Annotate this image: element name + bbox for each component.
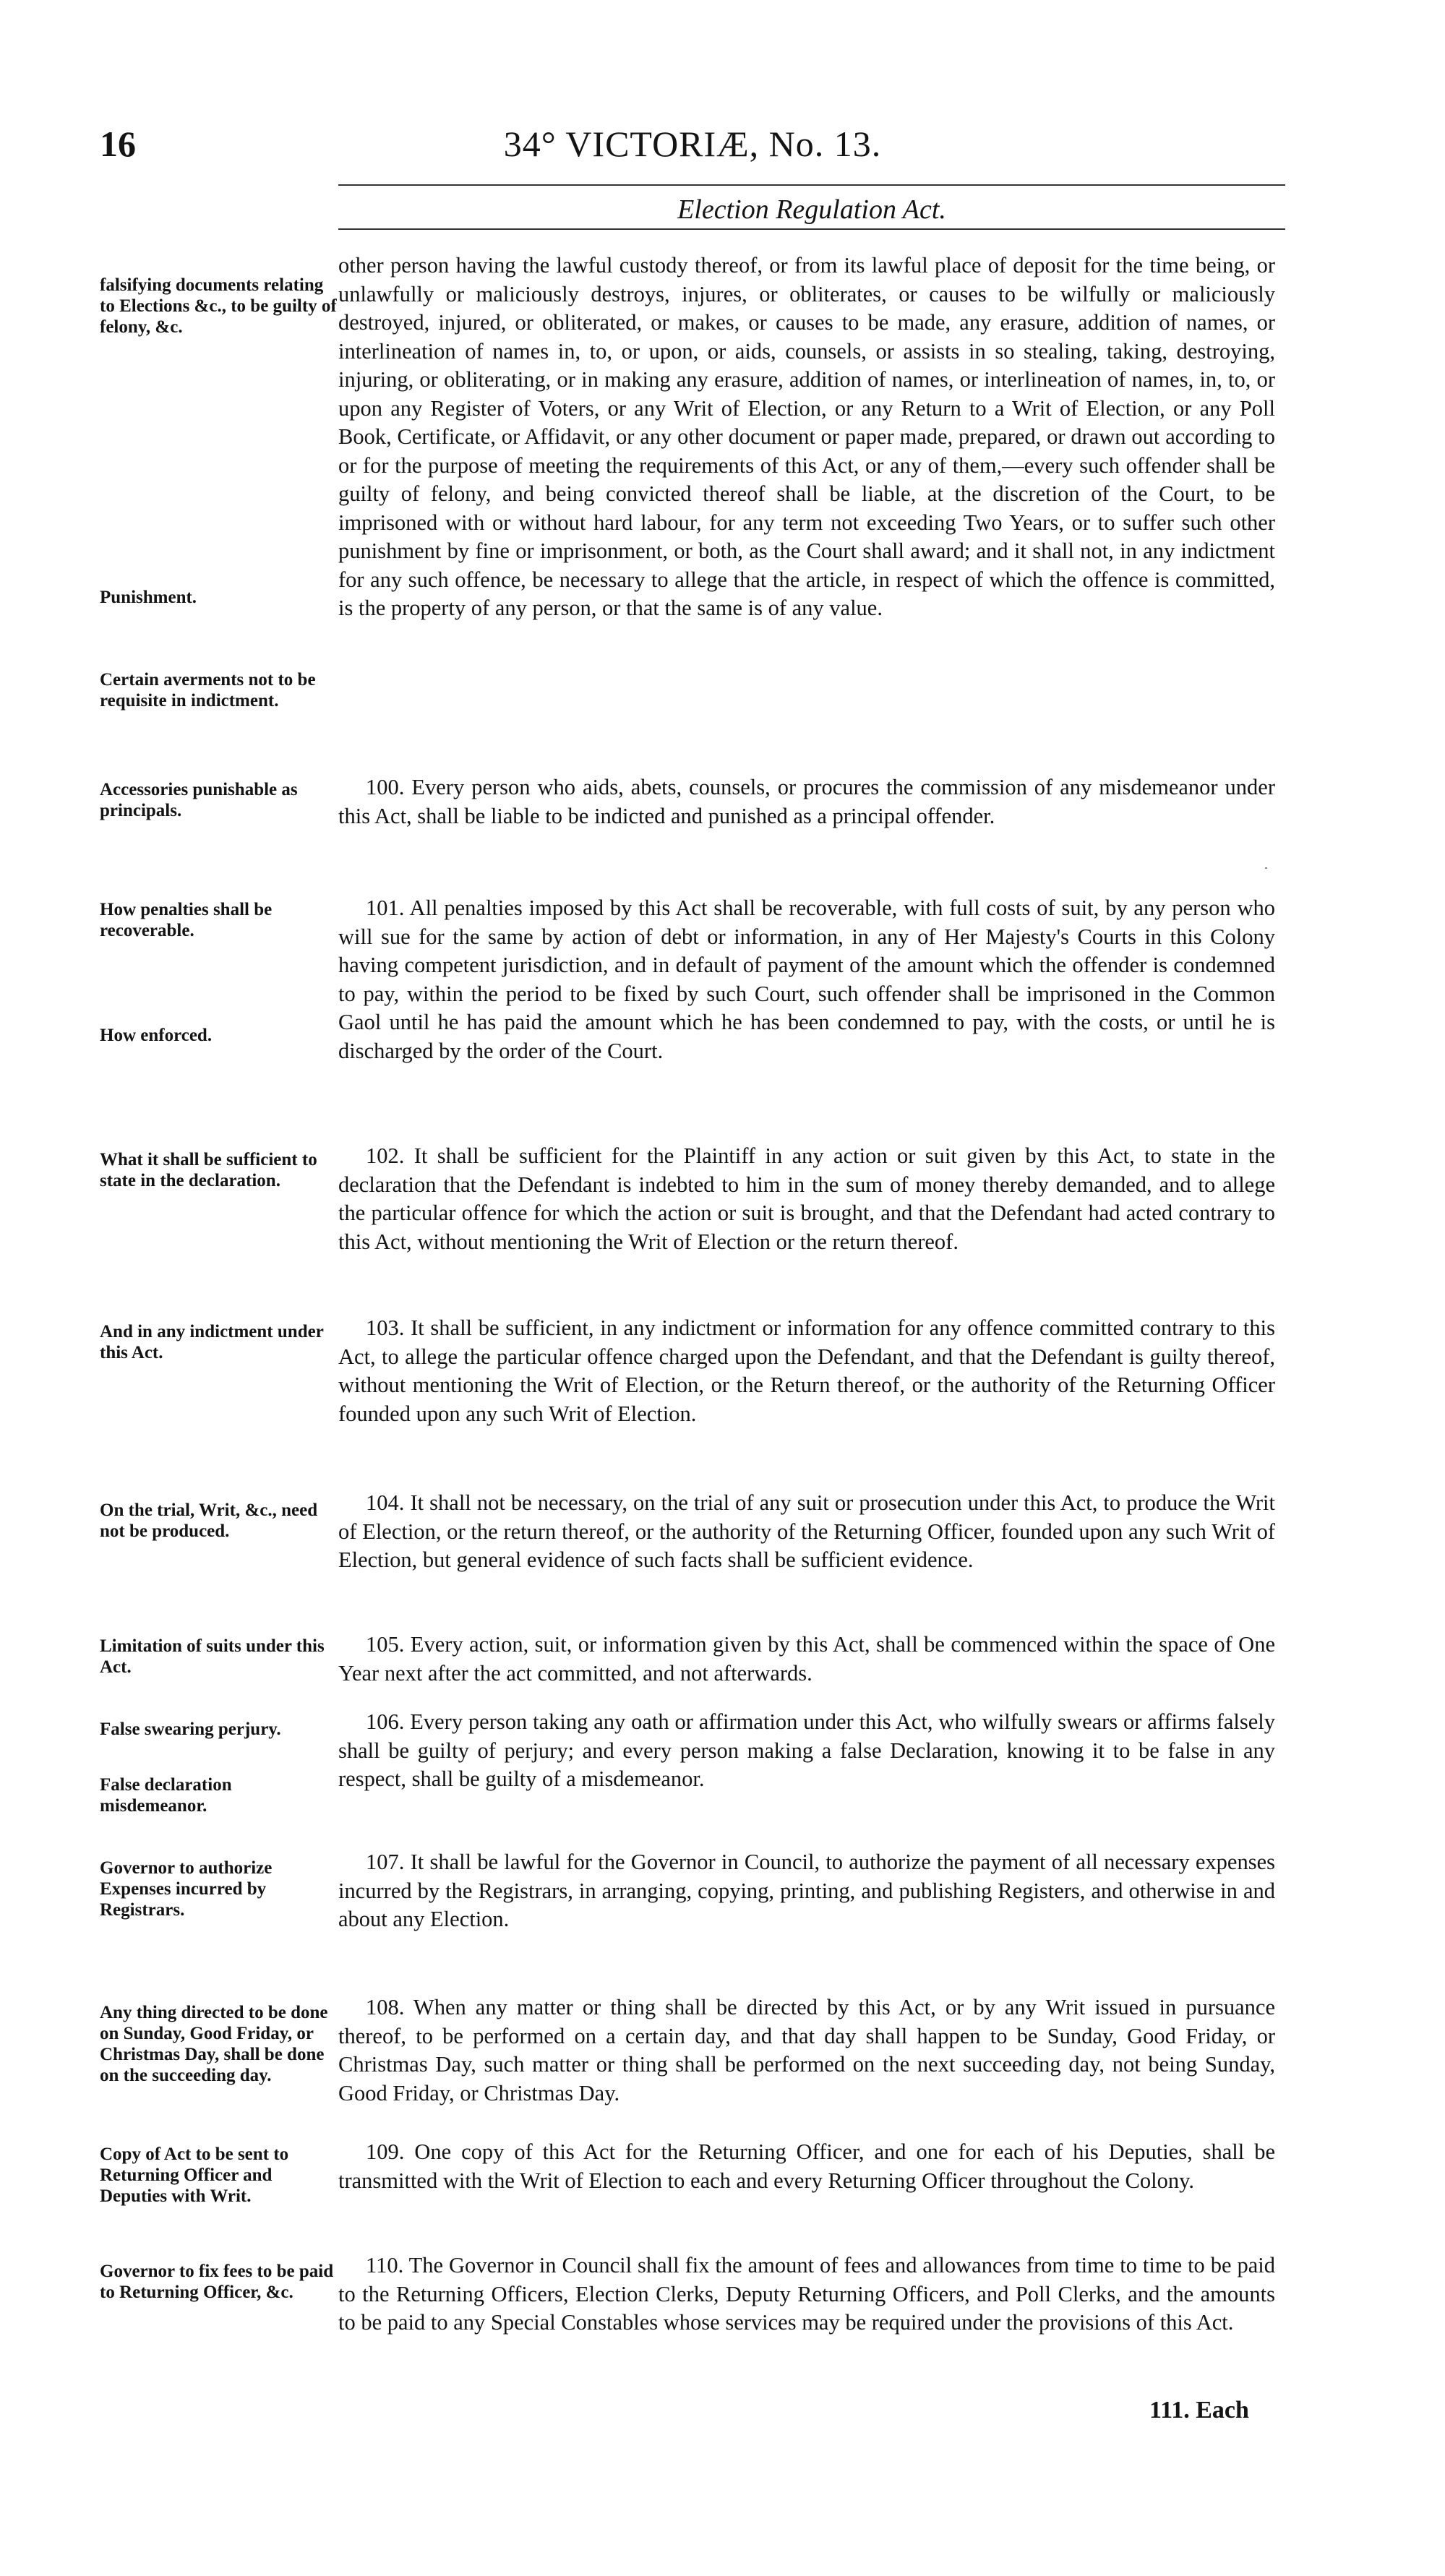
margin-note: Governor to authorize Expenses incurred by Registrars. xyxy=(100,1858,273,1920)
margin-note: False declaration misdemeanor. xyxy=(100,1775,232,1816)
act-title: 34° VICTORIÆ, No. 13. xyxy=(503,124,882,164)
section-text: 107. It shall be lawful for the Governor in Council, to authorize the payment of all necessary expenses incurred by the Registrars, in arranging, copying, printing, and publishing Registers, and otherwise in and about any Election. xyxy=(338,1850,1275,1931)
section-divider xyxy=(1265,867,1267,869)
margin-note: On the trial, Writ, &c., need not be produced. xyxy=(100,1500,318,1541)
section-101 xyxy=(338,894,1275,1065)
margin-note: What it shall be sufficient to state in the declaration. xyxy=(100,1150,317,1190)
margin-note: Any thing directed to be done on Sunday, Good Friday, or Christmas Day, shall be done on the succeeding day. xyxy=(100,2003,328,2085)
section-continuation xyxy=(338,252,1275,623)
margin-note: False swearing perjury. xyxy=(100,1720,281,1739)
section-109 xyxy=(338,2138,1275,2195)
section-103 xyxy=(338,1314,1275,1428)
margin-note: Accessories punishable as principals. xyxy=(100,780,298,820)
margin-note: Governor to fix fees to be paid to Returning Officer, &c. xyxy=(100,2262,334,2302)
section-text: 105. Every action, suit, or information given by this Act, shall be commenced within the space of One Year next after the act committed, and not afterwards. xyxy=(338,1632,1275,1686)
section-text: 101. All penalties imposed by this Act shall be recoverable, with full costs of suit, by any person who will sue for the same by action of debt or information, in any of Her Majesty's Courts in this Colony having competent jurisdiction, and in default of payment of the amount which the offender is condemned to pay, within the period to be fixed by such Court, such offender shall be imprisoned in the Common Gaol until he has paid the amount which he has been condemned to pay, with the costs, or until he is discharged by the order of the Court. xyxy=(338,896,1275,1063)
section-text: 109. One copy of this Act for the Returning Officer, and one for each of his Deputies, shall be transmitted with the Writ of Election to each and every Returning Officer throughout the Colony. xyxy=(338,2139,1275,2193)
margin-note: How penalties shall be recoverable. xyxy=(100,900,273,940)
section-106 xyxy=(338,1708,1275,1794)
subtitle-rule xyxy=(338,228,1285,230)
margin-note: Limitation of suits under this Act. xyxy=(100,1636,325,1677)
margin-note: falsifying documents relating to Elections &c., to be guilty of felony, &c. xyxy=(100,275,337,337)
section-102 xyxy=(338,1142,1275,1256)
section-text: 108. When any matter or thing shall be directed by this Act, or by any Writ issued in pursuance thereof, to be performed on a certain day, and that day shall happen to be Sunday, Good Friday, or Christmas Day, such matter or thing shall be performed on the next succeeding day, not being Sunday, Good Friday, or Christmas Day. xyxy=(338,1995,1275,2105)
section-text: 104. It shall not be necessary, on the trial of any suit or prosecution under this Act, to produce the Writ of Election, or the return thereof, or the authority of the Returning Officer, founded upon any such Writ of Election, but general evidence of such facts shall be sufficient evidence. xyxy=(338,1490,1275,1572)
section-107 xyxy=(338,1848,1275,1934)
section-text: 102. It shall be sufficient for the Plaintiff in any action or suit given by this Act, to state in the declaration that the Defendant is indebted to him in the sum of money thereby demanded, and to allege the particular offence for which the action or suit is brought, and that the Defendant had acted contrary to this Act, without mentioning the Writ of Election or the return thereof. xyxy=(338,1143,1275,1254)
section-text: 106. Every person taking any oath or affirmation under this Act, who wilfully swears or affirms falsely shall be guilty of perjury; and every person making a false Declaration, knowing it to be false in any respect, shall be guilty of a misdemeanor. xyxy=(338,1709,1275,1791)
catchword: 111. Each xyxy=(1149,2397,1249,2423)
page-number: 16 xyxy=(100,124,136,164)
section-104 xyxy=(338,1489,1275,1575)
section-100 xyxy=(338,773,1275,830)
section-text: 103. It shall be sufficient, in any indictment or information for any offence committed contrary to this Act, to allege the particular offence charged upon the Defendant, and that the Defendant is guilty thereof, without mentioning the Writ of Election, or the Return thereof, or the authority of the Returning Officer founded upon any such Writ of Election. xyxy=(338,1315,1275,1426)
section-text: 100. Every person who aids, abets, counsels, or procures the commission of any misdemeanor under this Act, shall be liable to be indicted and punished as a principal offender. xyxy=(338,775,1275,828)
section-105 xyxy=(338,1631,1275,1688)
section-108 xyxy=(338,1993,1275,2108)
header-rule xyxy=(338,184,1285,186)
margin-note: And in any indictment under this Act. xyxy=(100,1322,324,1362)
page-header xyxy=(100,123,1285,181)
margin-note: How enforced. xyxy=(100,1026,213,1045)
margin-note: Certain averments not to be requisite in indictment. xyxy=(100,670,316,710)
section-text: 110. The Governor in Council shall fix the amount of fees and allowances from time to time to be paid to the Returning Officers, Election Clerks, Deputy Returning Officers, and Poll Clerks, and the amounts to be paid to any Special Constables whose services may be required under the provisions of this Act. xyxy=(338,2253,1275,2335)
margin-note: Copy of Act to be sent to Returning Officer and Deputies with Writ. xyxy=(100,2144,289,2206)
section-text: other person having the lawful custody thereof, or from its lawful place of deposit for the time being, or unlawfully or maliciously destroys, injures, or obliterates, or causes to be wilfully or maliciously destroyed, injured, or obliterated, or makes, or causes to be made, any erasure, addition of names, or interlineation of names in, to, or upon, or aids, counsels, or assists in so stealing, taking, destroying, injuring, or obliterating, or in making any erasure, addition of names, or interlineation of names, in, to, or upon any Register of Voters, or any Writ of Election, or any Return to a Writ of Election, or any Poll Book, Certificate, or Affidavit, or any other document or paper made, prepared, or drawn out according to or for the purpose of meeting the requirements of this Act, or any of them,—every such offender shall be guilty of felony, and being convicted thereof shall be liable, at the discretion of the Court, to be imprisoned with or without hard labour, for any term not exceeding Two Years, or to suffer such other punishment by fine or imprisonment, or both, as the Court shall award; and it shall not, in any indictment for any such offence, be necessary to allege that the article, in respect of which the offence is committed, is the property of any person, or that the same is of any value. xyxy=(338,253,1275,620)
margin-note: Punishment. xyxy=(100,588,197,607)
section-110 xyxy=(338,2251,1275,2337)
act-subtitle: Election Regulation Act. xyxy=(677,194,946,225)
